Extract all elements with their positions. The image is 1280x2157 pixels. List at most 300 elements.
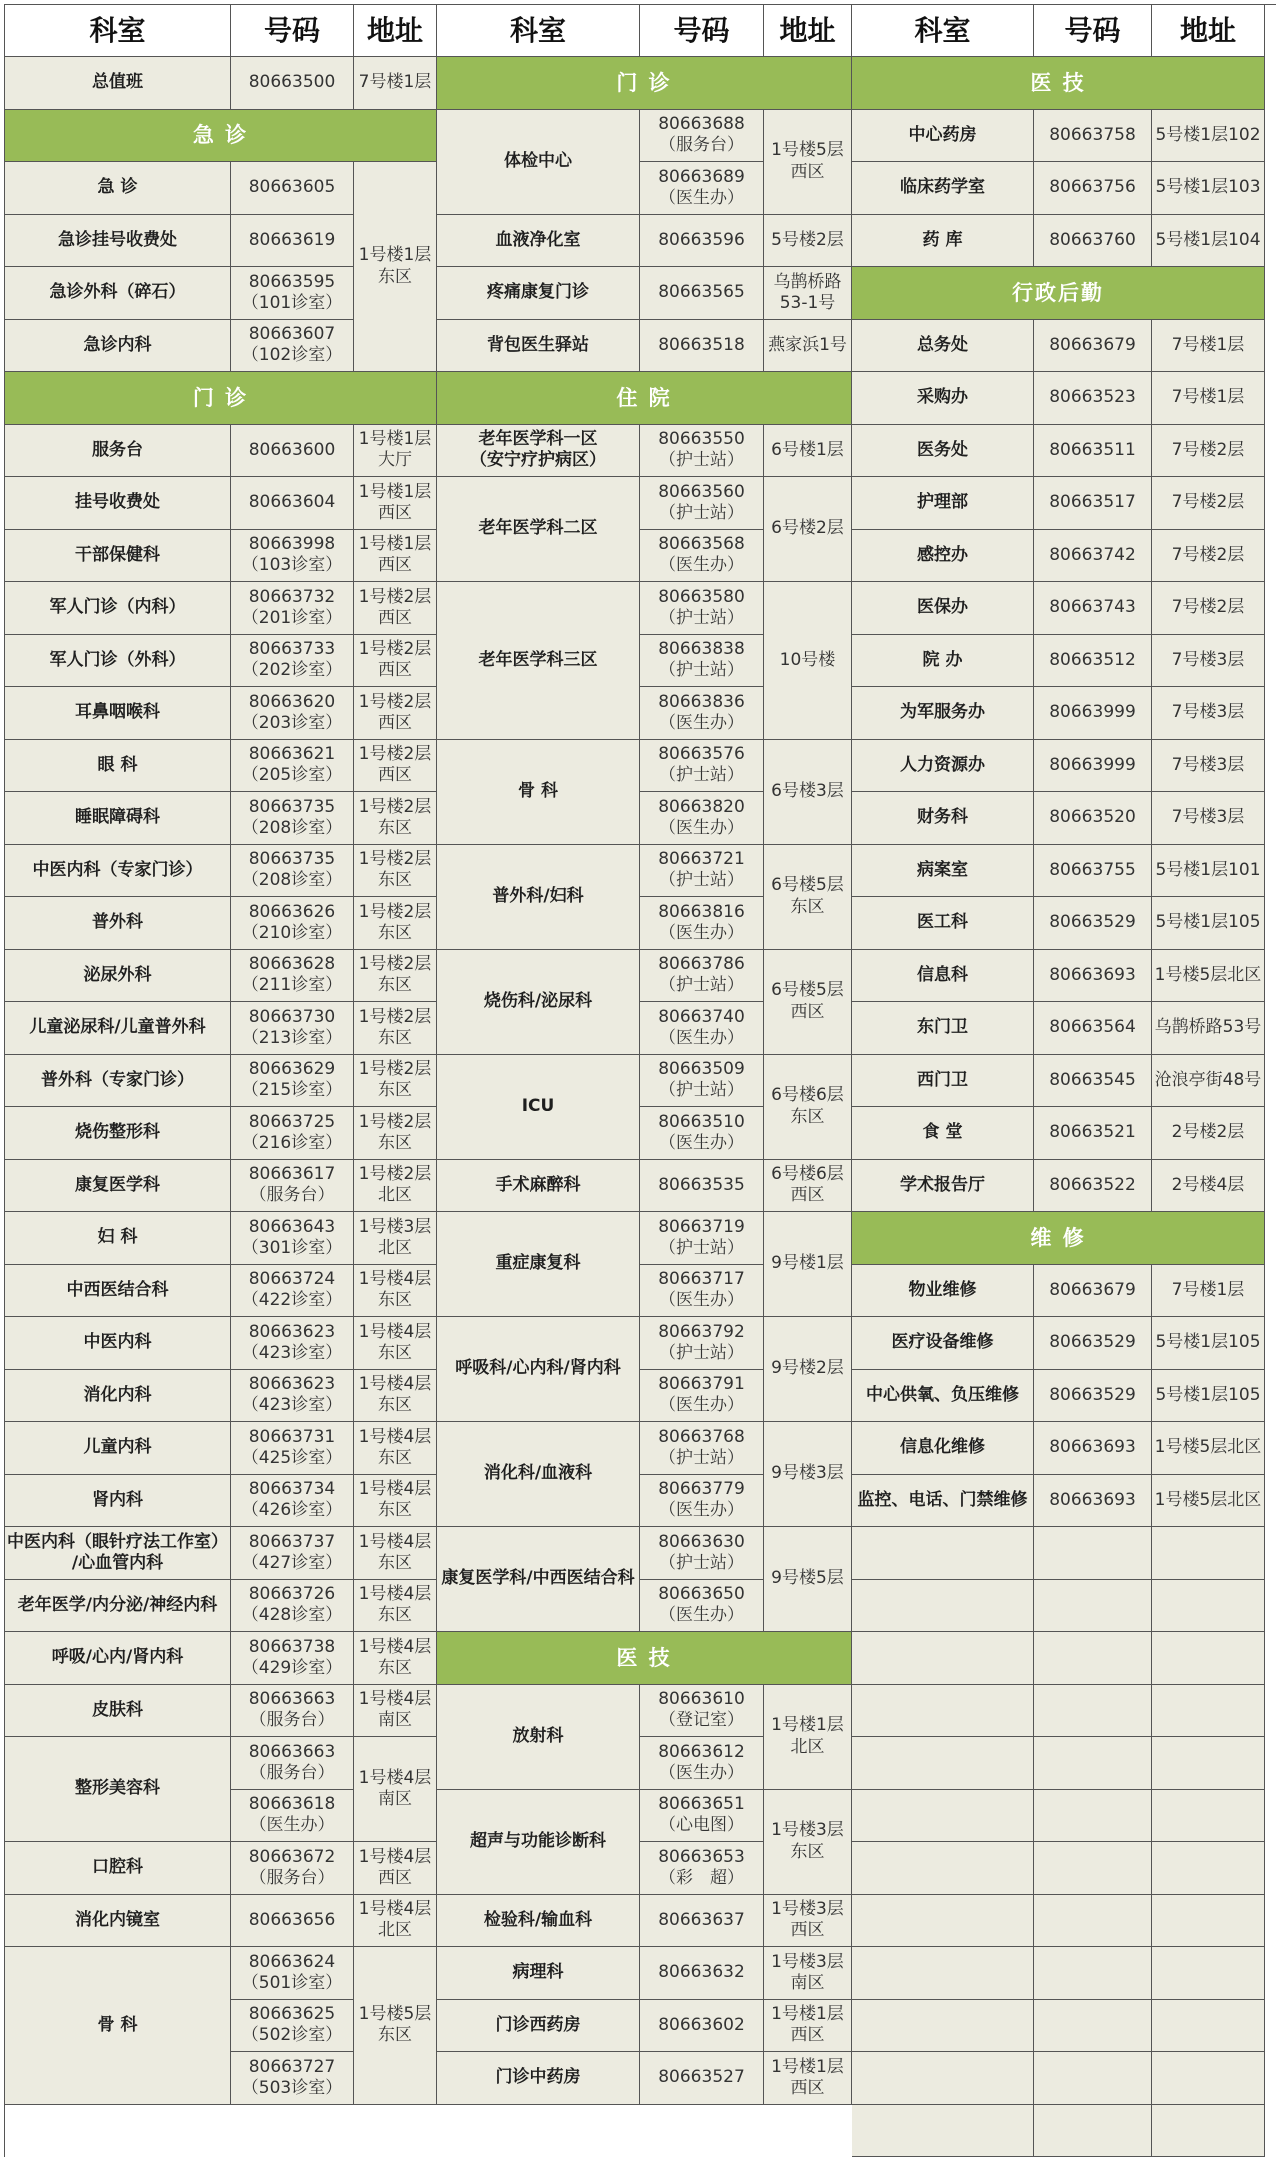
department-name: 物业维修 xyxy=(852,1265,1034,1318)
location: 5号楼1层101 xyxy=(1152,845,1265,898)
phone-number: 80663618 （医生办） xyxy=(231,1790,354,1843)
location: 7号楼3层 xyxy=(1152,635,1265,688)
location: 1号楼2层 西区 xyxy=(354,635,437,688)
phone-number: 80663568 （医生办） xyxy=(640,530,764,583)
location: 5号楼1层104 xyxy=(1152,215,1265,268)
location: 1号楼1层 北区 xyxy=(764,1685,852,1790)
department-name: 康复医学科 xyxy=(5,1160,231,1213)
department-name: 医保办 xyxy=(852,582,1034,635)
phone-number: 80663550 （护士站） xyxy=(640,425,764,478)
empty-cell xyxy=(852,2105,1034,2157)
department-name: 烧伤科/泌尿科 xyxy=(437,950,640,1055)
department-name: 西门卫 xyxy=(852,1055,1034,1108)
department-name: 超声与功能诊断科 xyxy=(437,1790,640,1895)
department-name: 急诊外科（碎石） xyxy=(5,267,231,320)
phone-number: 80663663 （服务台） xyxy=(231,1685,354,1738)
location: 9号楼3层 xyxy=(764,1422,852,1527)
phone-number: 80663625 （502诊室） xyxy=(231,2000,354,2053)
location: 1号楼1层 西区 xyxy=(764,2052,852,2105)
location: 1号楼3层 南区 xyxy=(764,1947,852,2000)
phone-number: 80663517 xyxy=(1034,477,1152,530)
department-name: 服务台 xyxy=(5,425,231,478)
phone-number: 80663731 （425诊室） xyxy=(231,1422,354,1475)
phone-number: 80663620 （203诊室） xyxy=(231,687,354,740)
location: 1号楼5层 东区 xyxy=(354,1947,437,2105)
department-name: 中医内科 xyxy=(5,1317,231,1370)
column-header: 地址 xyxy=(1152,5,1265,57)
location: 1号楼1层 大厅 xyxy=(354,425,437,478)
phone-number: 80663626 （210诊室） xyxy=(231,897,354,950)
column-header: 号码 xyxy=(1034,5,1152,57)
location: 1号楼1层 西区 xyxy=(764,2000,852,2053)
phone-number: 80663643 （301诊室） xyxy=(231,1212,354,1265)
location: 5号楼2层 xyxy=(764,215,852,268)
phone-number: 80663651 （心电图） xyxy=(640,1790,764,1843)
location: 7号楼2层 xyxy=(1152,477,1265,530)
phone-number: 80663650 （医生办） xyxy=(640,1580,764,1633)
empty-cell xyxy=(1152,2052,1265,2105)
phone-number: 80663623 （423诊室） xyxy=(231,1317,354,1370)
department-name: 医疗设备维修 xyxy=(852,1317,1034,1370)
location: 1号楼1层 西区 xyxy=(354,530,437,583)
department-name: 康复医学科/中西医结合科 xyxy=(437,1527,640,1632)
department-name: 门诊中药房 xyxy=(437,2052,640,2105)
department-name: 急诊挂号收费处 xyxy=(5,215,231,268)
phone-number: 80663779 （医生办） xyxy=(640,1475,764,1528)
department-name: 烧伤整形科 xyxy=(5,1107,231,1160)
phone-number: 80663545 xyxy=(1034,1055,1152,1108)
location: 乌鹊桥路 53-1号 xyxy=(764,267,852,320)
phone-number: 80663628 （211诊室） xyxy=(231,950,354,1003)
phone-number: 80663621 （205诊室） xyxy=(231,740,354,793)
department-name: 普外科/妇科 xyxy=(437,845,640,950)
phone-number: 80663738 （429诊室） xyxy=(231,1632,354,1685)
department-name: 皮肤科 xyxy=(5,1685,231,1738)
department-name: 骨 科 xyxy=(437,740,640,845)
phone-number: 80663820 （医生办） xyxy=(640,792,764,845)
empty-cell xyxy=(1152,2000,1265,2053)
phone-number: 80663653 （彩 超） xyxy=(640,1842,764,1895)
location: 1号楼5层北区 xyxy=(1152,950,1265,1003)
location: 1号楼5层北区 xyxy=(1152,1422,1265,1475)
location: 1号楼4层 南区 xyxy=(354,1685,437,1738)
department-name: 消化内镜室 xyxy=(5,1895,231,1948)
department-name: 消化科/血液科 xyxy=(437,1422,640,1527)
phone-number: 80663717 （医生办） xyxy=(640,1265,764,1318)
phone-number: 80663617 （服务台） xyxy=(231,1160,354,1213)
location: 1号楼4层 西区 xyxy=(354,1842,437,1895)
phone-number: 80663838 （护士站） xyxy=(640,635,764,688)
department-name: 中心供氧、负压维修 xyxy=(852,1370,1034,1423)
phone-number: 80663786 （护士站） xyxy=(640,950,764,1003)
phone-number: 80663727 （503诊室） xyxy=(231,2052,354,2105)
department-name: 病理科 xyxy=(437,1947,640,2000)
empty-cell xyxy=(852,1632,1034,1685)
column-header: 科室 xyxy=(5,5,231,57)
department-name: 呼吸/心内/肾内科 xyxy=(5,1632,231,1685)
location: 1号楼1层 东区 xyxy=(354,162,437,372)
phone-number: 80663523 xyxy=(1034,372,1152,425)
phone-number: 80663624 （501诊室） xyxy=(231,1947,354,2000)
department-name: 中医内科（眼针疗法工作室） /心血管内科 xyxy=(5,1527,231,1580)
phone-number: 80663792 （护士站） xyxy=(640,1317,764,1370)
phone-number: 80663999 xyxy=(1034,740,1152,793)
location: 5号楼1层105 xyxy=(1152,1370,1265,1423)
department-name: 采购办 xyxy=(852,372,1034,425)
phone-number: 80663619 xyxy=(231,215,354,268)
location: 1号楼2层 西区 xyxy=(354,740,437,793)
column-header: 地址 xyxy=(354,5,437,57)
phone-number: 80663535 xyxy=(640,1160,764,1213)
location: 5号楼1层105 xyxy=(1152,1317,1265,1370)
phone-number: 80663733 （202诊室） xyxy=(231,635,354,688)
department-name: 总务处 xyxy=(852,320,1034,373)
department-name: 放射科 xyxy=(437,1685,640,1790)
department-name: 为军服务办 xyxy=(852,687,1034,740)
phone-number: 80663679 xyxy=(1034,320,1152,373)
department-name: 人力资源办 xyxy=(852,740,1034,793)
location: 2号楼4层 xyxy=(1152,1160,1265,1213)
phone-number: 80663791 （医生办） xyxy=(640,1370,764,1423)
empty-cell xyxy=(1034,1895,1152,1948)
department-name: 中西医结合科 xyxy=(5,1265,231,1318)
location: 1号楼3层 西区 xyxy=(764,1895,852,1948)
department-name: 学术报告厅 xyxy=(852,1160,1034,1213)
phone-number: 80663602 xyxy=(640,2000,764,2053)
empty-cell xyxy=(852,1737,1034,1790)
phone-number: 80663755 xyxy=(1034,845,1152,898)
phone-number: 80663734 （426诊室） xyxy=(231,1475,354,1528)
empty-cell xyxy=(1034,2105,1152,2157)
location: 1号楼4层 东区 xyxy=(354,1265,437,1318)
column-header: 号码 xyxy=(640,5,764,57)
location: 7号楼1层 xyxy=(1152,1265,1265,1318)
location: 1号楼4层 东区 xyxy=(354,1632,437,1685)
location: 1号楼2层 东区 xyxy=(354,1107,437,1160)
phone-number: 80663576 （护士站） xyxy=(640,740,764,793)
phone-number: 80663679 xyxy=(1034,1265,1152,1318)
location: 1号楼2层 东区 xyxy=(354,950,437,1003)
department-name: 医务处 xyxy=(852,425,1034,478)
location: 9号楼2层 xyxy=(764,1317,852,1422)
location: 1号楼2层 东区 xyxy=(354,1002,437,1055)
phone-number: 80663725 （216诊室） xyxy=(231,1107,354,1160)
phone-number: 80663756 xyxy=(1034,162,1152,215)
phone-number: 80663758 xyxy=(1034,110,1152,163)
location: 1号楼2层 西区 xyxy=(354,687,437,740)
phone-number: 80663630 （护士站） xyxy=(640,1527,764,1580)
empty-cell xyxy=(1034,2000,1152,2053)
department-name: 重症康复科 xyxy=(437,1212,640,1317)
department-name: 老年医学科一区 （安宁疗护病区） xyxy=(437,425,640,478)
empty-cell xyxy=(852,2000,1034,2053)
location: 1号楼2层 东区 xyxy=(354,792,437,845)
empty-cell xyxy=(852,1947,1034,2000)
department-name: 临床药学室 xyxy=(852,162,1034,215)
empty-cell xyxy=(1152,1527,1265,1580)
location: 1号楼4层 南区 xyxy=(354,1737,437,1842)
department-name: 检验科/输血科 xyxy=(437,1895,640,1948)
department-name: 干部保健科 xyxy=(5,530,231,583)
department-name: 睡眠障碍科 xyxy=(5,792,231,845)
department-name: 东门卫 xyxy=(852,1002,1034,1055)
department-name: 财务科 xyxy=(852,792,1034,845)
phone-number: 80663529 xyxy=(1034,1317,1152,1370)
phone-number: 80663693 xyxy=(1034,1475,1152,1528)
phone-number: 80663560 （护士站） xyxy=(640,477,764,530)
phone-number: 80663735 （208诊室） xyxy=(231,792,354,845)
empty-cell xyxy=(852,1580,1034,1633)
location: 6号楼6层 西区 xyxy=(764,1160,852,1213)
location: 7号楼1层 xyxy=(1152,372,1265,425)
phone-number: 80663836 （医生办） xyxy=(640,687,764,740)
empty-cell xyxy=(1034,1685,1152,1738)
phone-number: 80663760 xyxy=(1034,215,1152,268)
phone-number: 80663564 xyxy=(1034,1002,1152,1055)
location: 1号楼4层 东区 xyxy=(354,1370,437,1423)
location: 7号楼3层 xyxy=(1152,792,1265,845)
location: 6号楼1层 xyxy=(764,425,852,478)
phone-number: 80663600 xyxy=(231,425,354,478)
department-name: 泌尿外科 xyxy=(5,950,231,1003)
location: 沧浪亭街48号 xyxy=(1152,1055,1265,1108)
phone-number: 80663623 （423诊室） xyxy=(231,1370,354,1423)
department-name: 整形美容科 xyxy=(5,1737,231,1842)
department-name: 军人门诊（内科） xyxy=(5,582,231,635)
location: 9号楼5层 xyxy=(764,1527,852,1632)
department-name: ICU xyxy=(437,1055,640,1160)
phone-number: 80663596 xyxy=(640,215,764,268)
empty-cell xyxy=(1034,1632,1152,1685)
section-header: 行政后勤 xyxy=(852,267,1265,320)
department-name: 眼 科 xyxy=(5,740,231,793)
location: 1号楼4层 东区 xyxy=(354,1475,437,1528)
location: 1号楼2层 西区 xyxy=(354,582,437,635)
department-name: 老年医学科二区 xyxy=(437,477,640,582)
department-name: 门诊西药房 xyxy=(437,2000,640,2053)
department-name: 院 办 xyxy=(852,635,1034,688)
location: 1号楼1层 西区 xyxy=(354,477,437,530)
department-name: 呼吸科/心内科/肾内科 xyxy=(437,1317,640,1422)
phone-number: 80663816 （医生办） xyxy=(640,897,764,950)
empty-cell xyxy=(1034,1947,1152,2000)
department-name: 中医内科（专家门诊） xyxy=(5,845,231,898)
location: 乌鹊桥路53号 xyxy=(1152,1002,1265,1055)
phone-number: 80663688 （服务台） xyxy=(640,110,764,163)
phone-number: 80663529 xyxy=(1034,897,1152,950)
phone-number: 80663998 （103诊室） xyxy=(231,530,354,583)
empty-cell xyxy=(1152,1895,1265,1948)
location: 1号楼4层 东区 xyxy=(354,1317,437,1370)
empty-cell xyxy=(1034,2052,1152,2105)
location: 1号楼4层 东区 xyxy=(354,1422,437,1475)
location: 6号楼3层 xyxy=(764,740,852,845)
location: 5号楼1层102 xyxy=(1152,110,1265,163)
location: 1号楼2层 北区 xyxy=(354,1160,437,1213)
section-header: 门 诊 xyxy=(437,57,852,110)
phone-number: 80663509 （护士站） xyxy=(640,1055,764,1108)
department-name: 骨 科 xyxy=(5,1947,231,2105)
phone-number: 80663768 （护士站） xyxy=(640,1422,764,1475)
empty-cell xyxy=(1152,1842,1265,1895)
department-name: 老年医学科三区 xyxy=(437,582,640,740)
location: 1号楼4层 东区 xyxy=(354,1580,437,1633)
department-name: 疼痛康复门诊 xyxy=(437,267,640,320)
empty-cell xyxy=(852,1842,1034,1895)
department-name: 口腔科 xyxy=(5,1842,231,1895)
empty-cell xyxy=(852,1527,1034,1580)
location: 7号楼1层 xyxy=(1152,320,1265,373)
phone-number: 80663521 xyxy=(1034,1107,1152,1160)
phone-number: 80663726 （428诊室） xyxy=(231,1580,354,1633)
phone-number: 80663522 xyxy=(1034,1160,1152,1213)
phone-number: 80663719 （护士站） xyxy=(640,1212,764,1265)
phone-number: 80663529 xyxy=(1034,1370,1152,1423)
department-name: 血液净化室 xyxy=(437,215,640,268)
department-name: 普外科 xyxy=(5,897,231,950)
empty-cell xyxy=(1034,1737,1152,1790)
department-name: 医工科 xyxy=(852,897,1034,950)
phone-number: 80663740 （医生办） xyxy=(640,1002,764,1055)
department-name: 军人门诊（外科） xyxy=(5,635,231,688)
phone-number: 80663629 （215诊室） xyxy=(231,1055,354,1108)
phone-number: 80663565 xyxy=(640,267,764,320)
empty-cell xyxy=(1034,1527,1152,1580)
section-header: 医 技 xyxy=(437,1632,852,1685)
empty-cell xyxy=(1034,1842,1152,1895)
phone-number: 80663693 xyxy=(1034,1422,1152,1475)
location: 7号楼3层 xyxy=(1152,740,1265,793)
department-name: 妇 科 xyxy=(5,1212,231,1265)
location: 1号楼4层 东区 xyxy=(354,1527,437,1580)
phone-number: 80663637 xyxy=(640,1895,764,1948)
phone-number: 80663500 xyxy=(231,57,354,110)
empty-cell xyxy=(1152,1790,1265,1843)
phone-number: 80663689 （医生办） xyxy=(640,162,764,215)
location: 6号楼5层 西区 xyxy=(764,950,852,1055)
phone-number: 80663632 xyxy=(640,1947,764,2000)
department-name: 感控办 xyxy=(852,530,1034,583)
department-name: 药 库 xyxy=(852,215,1034,268)
location: 1号楼2层 东区 xyxy=(354,897,437,950)
section-header: 维 修 xyxy=(852,1212,1265,1265)
location: 2号楼2层 xyxy=(1152,1107,1265,1160)
phone-number: 80663730 （213诊室） xyxy=(231,1002,354,1055)
phone-number: 80663580 （护士站） xyxy=(640,582,764,635)
empty-cell xyxy=(1152,2105,1265,2157)
location: 1号楼3层 北区 xyxy=(354,1212,437,1265)
empty-cell xyxy=(852,1685,1034,1738)
section-header: 门 诊 xyxy=(5,372,437,425)
department-name: 普外科（专家门诊） xyxy=(5,1055,231,1108)
phone-number: 80663607 （102诊室） xyxy=(231,320,354,373)
phone-number: 80663604 xyxy=(231,477,354,530)
empty-cell xyxy=(852,2052,1034,2105)
section-header: 住 院 xyxy=(437,372,852,425)
empty-cell xyxy=(1152,1580,1265,1633)
empty-cell xyxy=(1152,1685,1265,1738)
phone-number: 80663511 xyxy=(1034,425,1152,478)
location: 6号楼5层 东区 xyxy=(764,845,852,950)
empty-cell xyxy=(852,1790,1034,1843)
department-name: 儿童泌尿科/儿童普外科 xyxy=(5,1002,231,1055)
department-name: 食 堂 xyxy=(852,1107,1034,1160)
location: 1号楼4层 北区 xyxy=(354,1895,437,1948)
phone-number: 80663721 （护士站） xyxy=(640,845,764,898)
department-name: 儿童内科 xyxy=(5,1422,231,1475)
location: 1号楼5层北区 xyxy=(1152,1475,1265,1528)
location: 5号楼1层105 xyxy=(1152,897,1265,950)
phone-number: 80663510 （医生办） xyxy=(640,1107,764,1160)
department-name: 信息化维修 xyxy=(852,1422,1034,1475)
location: 5号楼1层103 xyxy=(1152,162,1265,215)
location: 7号楼3层 xyxy=(1152,687,1265,740)
location: 1号楼2层 东区 xyxy=(354,1055,437,1108)
location: 1号楼2层 东区 xyxy=(354,845,437,898)
phone-number: 80663605 xyxy=(231,162,354,215)
location: 9号楼1层 xyxy=(764,1212,852,1317)
phone-number: 80663656 xyxy=(231,1895,354,1948)
section-header: 急 诊 xyxy=(5,110,437,163)
department-name: 急诊内科 xyxy=(5,320,231,373)
department-name: 手术麻醉科 xyxy=(437,1160,640,1213)
department-name: 信息科 xyxy=(852,950,1034,1003)
phone-number: 80663518 xyxy=(640,320,764,373)
phone-number: 80663610 （登记室） xyxy=(640,1685,764,1738)
department-name: 中心药房 xyxy=(852,110,1034,163)
column-header: 号码 xyxy=(231,5,354,57)
phone-number: 80663663 （服务台） xyxy=(231,1737,354,1790)
phone-number: 80663595 （101诊室） xyxy=(231,267,354,320)
phone-number: 80663735 （208诊室） xyxy=(231,845,354,898)
department-name: 耳鼻咽喉科 xyxy=(5,687,231,740)
location: 1号楼5层 西区 xyxy=(764,110,852,215)
column-header: 科室 xyxy=(437,5,640,57)
empty-cell xyxy=(852,1895,1034,1948)
section-header: 医 技 xyxy=(852,57,1265,110)
column-header: 地址 xyxy=(764,5,852,57)
empty-cell xyxy=(1034,1790,1152,1843)
empty-cell xyxy=(1152,1947,1265,2000)
empty-cell xyxy=(1034,1580,1152,1633)
empty-cell xyxy=(1152,1632,1265,1685)
department-name: 护理部 xyxy=(852,477,1034,530)
location: 7号楼2层 xyxy=(1152,530,1265,583)
location: 6号楼2层 xyxy=(764,477,852,582)
phone-number: 80663612 （医生办） xyxy=(640,1737,764,1790)
phone-number: 80663512 xyxy=(1034,635,1152,688)
department-name: 消化内科 xyxy=(5,1370,231,1423)
location: 1号楼3层 东区 xyxy=(764,1790,852,1895)
department-name: 总值班 xyxy=(5,57,231,110)
department-name: 监控、电话、门禁维修 xyxy=(852,1475,1034,1528)
location: 7号楼2层 xyxy=(1152,425,1265,478)
phone-number: 80663520 xyxy=(1034,792,1152,845)
phone-number: 80663732 （201诊室） xyxy=(231,582,354,635)
phone-number: 80663743 xyxy=(1034,582,1152,635)
column-header: 科室 xyxy=(852,5,1034,57)
department-name: 急 诊 xyxy=(5,162,231,215)
location: 7号楼2层 xyxy=(1152,582,1265,635)
phone-number: 80663724 （422诊室） xyxy=(231,1265,354,1318)
phone-number: 80663742 xyxy=(1034,530,1152,583)
phone-number: 80663999 xyxy=(1034,687,1152,740)
empty-cell xyxy=(1152,1737,1265,1790)
department-name: 老年医学/内分泌/神经内科 xyxy=(5,1580,231,1633)
department-name: 肾内科 xyxy=(5,1475,231,1528)
department-name: 挂号收费处 xyxy=(5,477,231,530)
phone-number: 80663672 （服务台） xyxy=(231,1842,354,1895)
